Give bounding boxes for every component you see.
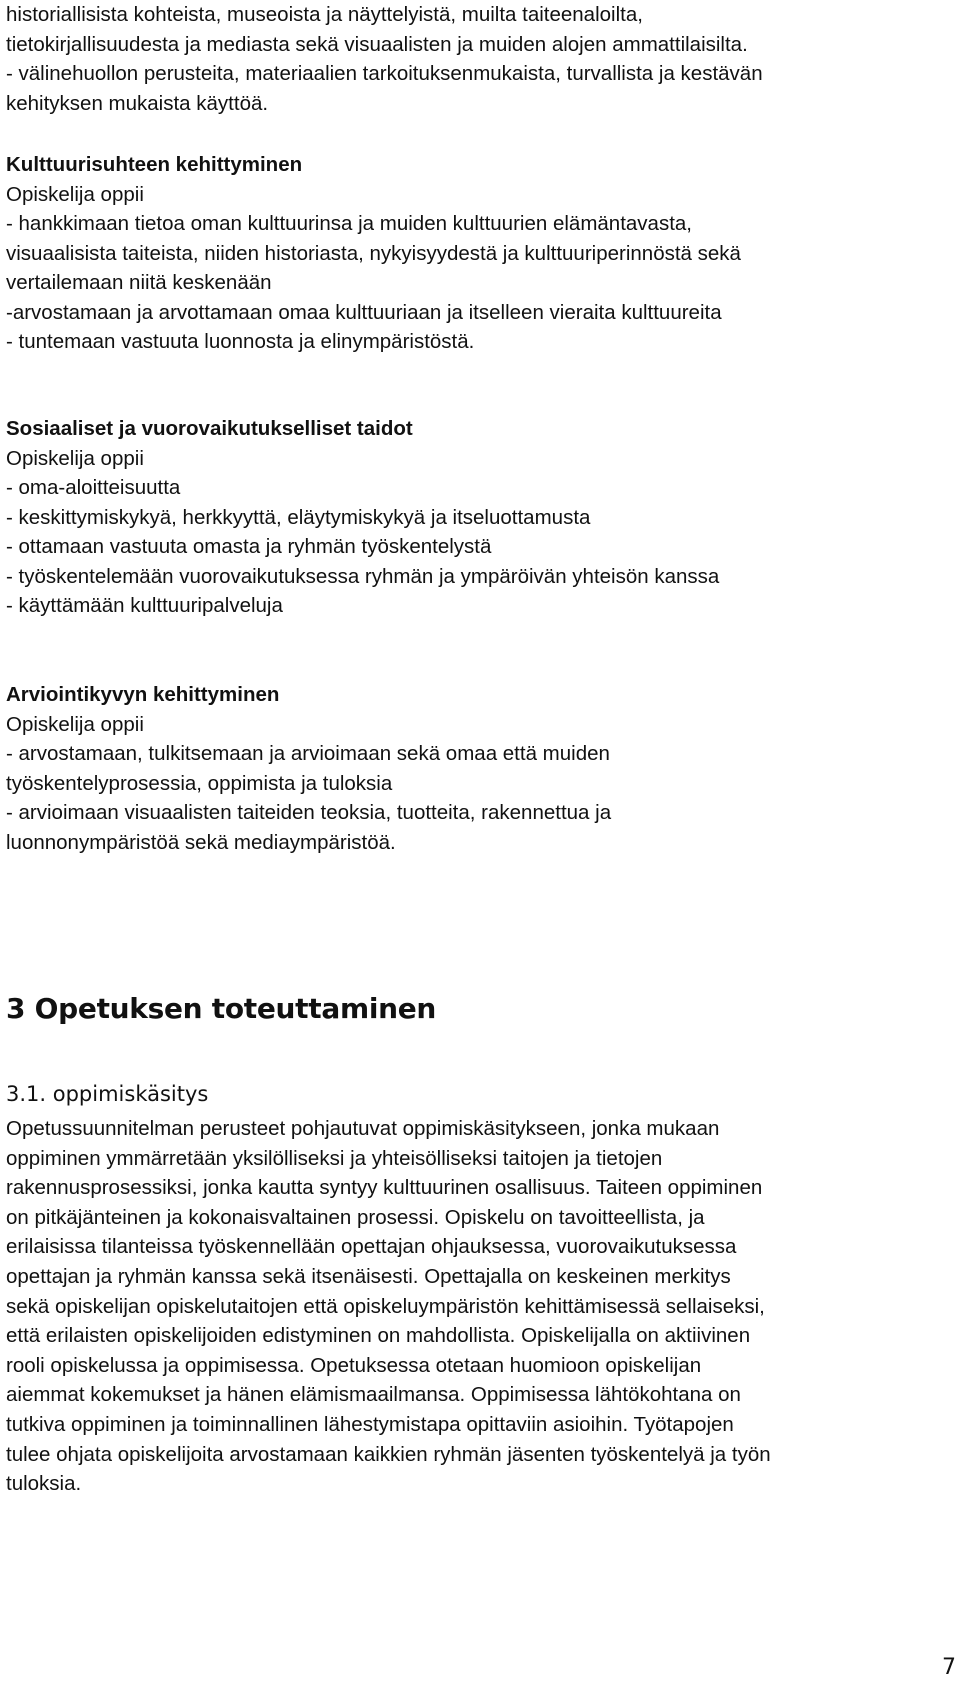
text-line: - arvioimaan visuaalisten taiteiden teoksia, tuotteita, rakennettua ja — [6, 801, 612, 824]
text-line: Opiskelija oppii — [6, 182, 144, 206]
section-heading: Arviointikyvyn kehittyminen — [6, 683, 280, 706]
intro-text — [6, 0, 763, 118]
subsection-title: 3.1. oppimiskäsitys — [6, 1082, 209, 1106]
text-line: rakennusprosessiksi, jonka kautta syntyy kulttuurinen osallisuus. Taiteen oppiminen — [6, 1176, 763, 1200]
text-line: - arvostamaan, tulkitsemaan ja arvioimaan sekä omaa että muiden — [6, 742, 610, 765]
body-paragraph — [6, 1114, 771, 1499]
text-line: historiallisista kohteista, museoista ja näyttelyistä, muilta taiteenaloilta, — [6, 3, 643, 26]
text-line: - hankkimaan tietoa oman kulttuurinsa ja muiden kulttuurien elämäntavasta, — [6, 212, 692, 235]
section-arviointikyky — [6, 680, 611, 857]
text-line: tutkiva oppiminen ja toiminnallinen lähestymistapa opittaviin asioihin. Työtapojen — [6, 1412, 734, 1436]
section-heading: Kulttuurisuhteen kehittyminen — [6, 153, 303, 176]
text-line: visuaalisista taiteista, niiden historiasta, nykyisyydestä ja kulttuuriperinnöstä sekä — [6, 241, 741, 265]
text-line: erilaisissa tilanteissa työskennellään opettajan ohjauksessa, vuorovaikutuksessa — [6, 1235, 737, 1259]
text-line: tietokirjallisuudesta ja mediasta sekä visuaalisten ja muiden alojen ammattilaisilta. — [6, 32, 748, 56]
text-line: opettajan ja ryhmän kanssa sekä itsenäisesti. Opettajalla on keskeinen merkitys — [6, 1264, 731, 1288]
section-sosiaaliset-taidot — [6, 414, 719, 621]
text-line: kehityksen mukaista käyttöä. — [6, 91, 269, 115]
section-heading: Sosiaaliset ja vuorovaikutukselliset taidot — [6, 417, 413, 440]
text-line: - käyttämään kulttuuripalveluja — [6, 594, 283, 617]
section-kulttuurisuhde — [6, 150, 741, 357]
page-number: 7 — [942, 1655, 956, 1680]
text-line: tuloksia. — [6, 1472, 82, 1496]
text-line: -arvostamaan ja arvottamaan omaa kulttuuriaan ja itselleen vieraita kulttuureita — [6, 300, 722, 324]
text-line: sekä opiskelijan opiskelutaitojen että opiskeluympäristön kehittämisessä sellaiseksi, — [6, 1294, 765, 1318]
text-line: luonnonympäristöä sekä mediaympäristöä. — [6, 830, 396, 854]
text-line: Opiskelija oppii — [6, 712, 144, 736]
text-line: - keskittymiskykyä, herkkyyttä, eläytymiskykyä ja itseluottamusta — [6, 505, 591, 529]
chapter-title: 3 Opetuksen toteuttaminen — [6, 992, 437, 1025]
text-line: - välinehuollon perusteita, materiaalien tarkoituksenmukaista, turvallista ja kestävän — [6, 62, 763, 85]
text-line: Opetussuunnitelman perusteet pohjautuvat oppimiskäsitykseen, jonka mukaan — [6, 1117, 720, 1140]
text-line: - tuntemaan vastuuta luonnosta ja elinympäristöstä. — [6, 330, 475, 353]
text-line: vertailemaan niitä keskenään — [6, 271, 272, 294]
text-line: että erilaisten opiskelijoiden edistyminen on mahdollista. Opiskelijalla on aktiivinen — [6, 1324, 751, 1348]
text-line: - työskentelemään vuorovaikutuksessa ryhmän ja ympäröivän yhteisön kanssa — [6, 564, 720, 588]
text-line: on pitkäjänteinen ja kokonaisvaltainen prosessi. Opiskelu on tavoitteellista, ja — [6, 1205, 705, 1229]
text-line: - oma-aloitteisuutta — [6, 476, 181, 499]
text-line: oppiminen ymmärretään yksilölliseksi ja yhteisölliseksi taitojen ja tietojen — [6, 1146, 663, 1170]
text-line: Opiskelija oppii — [6, 446, 144, 470]
text-line: rooli opiskelussa ja oppimisessa. Opetuksessa otetaan huomioon opiskelijan — [6, 1353, 702, 1377]
text-line: aiemmat kokemukset ja hänen elämismaailmansa. Oppimisessa lähtökohtana on — [6, 1383, 741, 1407]
text-line: työskentelyprosessia, oppimista ja tuloksia — [6, 771, 393, 795]
text-line: - ottamaan vastuuta omasta ja ryhmän työskentelystä — [6, 535, 492, 558]
text-line: tulee ohjata opiskelijoita arvostamaan kaikkien ryhmän jäsenten työskentelyä ja työn — [6, 1442, 771, 1466]
